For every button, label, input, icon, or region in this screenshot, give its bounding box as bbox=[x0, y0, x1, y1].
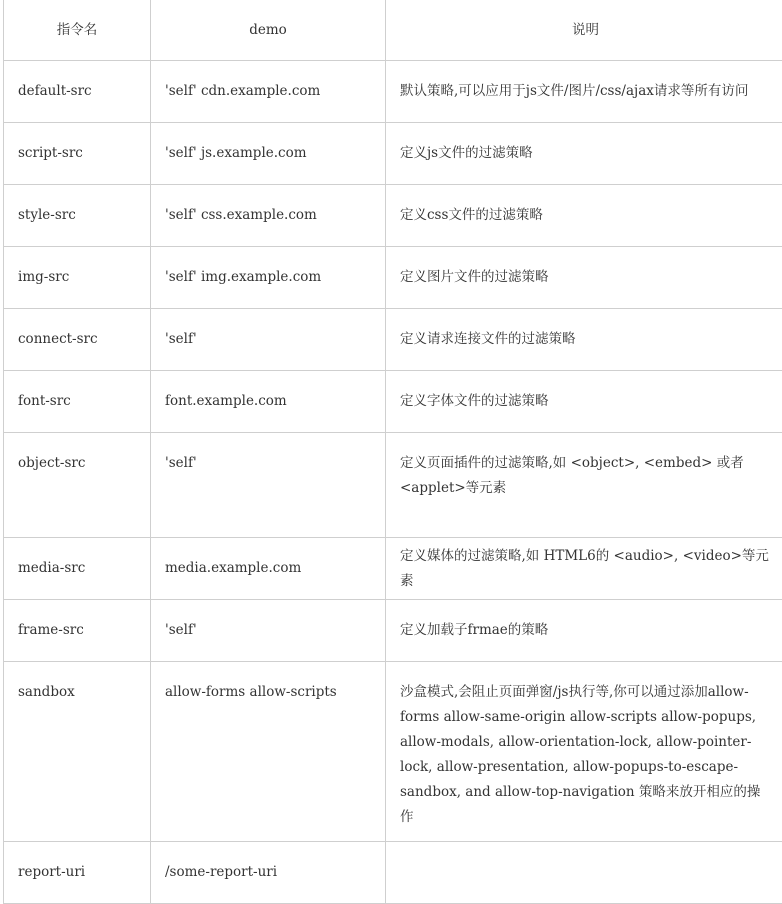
table-row bbox=[4, 61, 782, 123]
directive-cell: media-src bbox=[4, 538, 151, 600]
directive-cell: sandbox bbox=[4, 662, 151, 842]
table-row bbox=[4, 247, 782, 309]
directive-cell: frame-src bbox=[4, 600, 151, 662]
table-header bbox=[4, 0, 782, 61]
table-row bbox=[4, 600, 782, 662]
directive-cell: font-src bbox=[4, 371, 151, 433]
description-cell bbox=[386, 842, 782, 904]
directive-cell: report-uri bbox=[4, 842, 151, 904]
table-row bbox=[4, 309, 782, 371]
demo-cell: 'self' bbox=[151, 433, 386, 538]
description-cell: 定义请求连接文件的过滤策略 bbox=[386, 309, 782, 371]
table-body bbox=[4, 61, 782, 904]
description-cell: 定义图片文件的过滤策略 bbox=[386, 247, 782, 309]
description-cell: 定义页面插件的过滤策略,如 <object>, <embed> 或者<applet>等元素 bbox=[386, 433, 782, 538]
header-directive: 指令名 bbox=[4, 0, 151, 61]
directive-cell: style-src bbox=[4, 185, 151, 247]
demo-cell: 'self' bbox=[151, 600, 386, 662]
directive-cell: connect-src bbox=[4, 309, 151, 371]
demo-cell: 'self' img.example.com bbox=[151, 247, 386, 309]
directive-cell: img-src bbox=[4, 247, 151, 309]
table-row bbox=[4, 371, 782, 433]
demo-cell: media.example.com bbox=[151, 538, 386, 600]
table-row bbox=[4, 662, 782, 842]
demo-cell: /some-report-uri bbox=[151, 842, 386, 904]
description-cell: 定义css文件的过滤策略 bbox=[386, 185, 782, 247]
table-row bbox=[4, 185, 782, 247]
description-cell: 沙盒模式,会阻止页面弹窗/js执行等,你可以通过添加allow-forms allow-same-origin allow-scripts allow-popups, allow-modals, allow-orientation-lock, allow-pointer-lock, allow-presentation, allow-popups-to-escape-sandbox, and allow-top-navigation 策略来放开相应的操作 bbox=[386, 662, 782, 842]
description-cell: 定义加载子frmae的策略 bbox=[386, 600, 782, 662]
table-row bbox=[4, 433, 782, 538]
demo-cell: font.example.com bbox=[151, 371, 386, 433]
demo-cell: 'self' js.example.com bbox=[151, 123, 386, 185]
demo-cell: 'self' css.example.com bbox=[151, 185, 386, 247]
header-demo: demo bbox=[151, 0, 386, 61]
description-cell: 默认策略,可以应用于js文件/图片/css/ajax请求等所有访问 bbox=[386, 61, 782, 123]
csp-directives-table bbox=[3, 0, 782, 904]
header-description: 说明 bbox=[386, 0, 782, 61]
table-row bbox=[4, 842, 782, 904]
description-cell: 定义js文件的过滤策略 bbox=[386, 123, 782, 185]
directive-cell: default-src bbox=[4, 61, 151, 123]
directive-cell: object-src bbox=[4, 433, 151, 538]
table-row bbox=[4, 123, 782, 185]
demo-cell: allow-forms allow-scripts bbox=[151, 662, 386, 842]
directive-cell: script-src bbox=[4, 123, 151, 185]
table-row bbox=[4, 538, 782, 600]
description-cell: 定义字体文件的过滤策略 bbox=[386, 371, 782, 433]
demo-cell: 'self' bbox=[151, 309, 386, 371]
header-row bbox=[4, 0, 782, 61]
description-cell: 定义媒体的过滤策略,如 HTML6的 <audio>, <video>等元素 bbox=[386, 538, 782, 600]
demo-cell: 'self' cdn.example.com bbox=[151, 61, 386, 123]
